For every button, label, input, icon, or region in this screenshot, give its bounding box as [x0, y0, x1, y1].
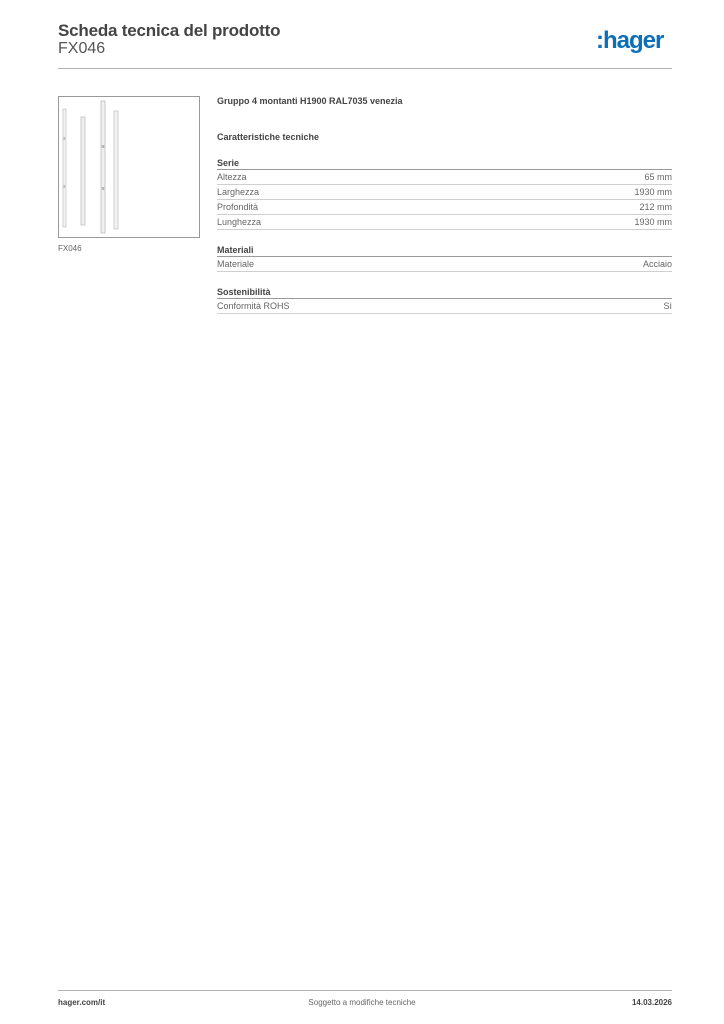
spec-label: Materiale [217, 259, 255, 269]
product-image [58, 96, 200, 238]
footer-website-link[interactable]: hager.com/it [58, 998, 106, 1007]
section-title: Materiali [217, 244, 672, 257]
section-serie [217, 157, 672, 230]
product-illustration [59, 97, 199, 237]
spec-row [217, 185, 672, 200]
header-divider [58, 68, 672, 69]
footer-divider [58, 990, 672, 991]
hager-logo [596, 29, 663, 53]
spec-label: Lunghezza [217, 217, 262, 227]
spec-content [217, 95, 672, 314]
spec-label: Larghezza [217, 187, 260, 197]
product-name: Gruppo 4 montanti H1900 RAL7035 venezia [217, 96, 403, 106]
tech-heading: Caratteristiche tecniche [217, 132, 320, 142]
section-title: Serie [217, 157, 672, 170]
spec-label: Profondità [217, 202, 259, 212]
image-caption: FX046 [58, 244, 82, 253]
footer-notice: Soggetto a modifiche tecniche [308, 998, 416, 1007]
spec-row [217, 170, 672, 185]
section-sostenibilita [217, 286, 672, 314]
spec-row [217, 299, 672, 314]
spec-value: 212 mm [639, 202, 672, 212]
spec-row [217, 257, 672, 272]
spec-label: Conformità ROHS [217, 301, 290, 311]
page-title: Scheda tecnica del prodotto [58, 21, 281, 40]
logo-text: hager [603, 27, 664, 54]
section-materiali [217, 244, 672, 272]
product-code: FX046 [58, 40, 106, 57]
spec-row [217, 200, 672, 215]
spec-value: 1930 mm [634, 217, 672, 227]
logo-dots: : [596, 27, 603, 54]
spec-value: Acciaio [642, 259, 672, 269]
spec-row [217, 215, 672, 230]
spec-value: Sì [663, 301, 672, 311]
spec-label: Altezza [217, 172, 247, 182]
section-title: Sostenibilità [217, 286, 672, 299]
spec-value: 65 mm [644, 172, 672, 182]
spec-value: 1930 mm [634, 187, 672, 197]
footer-date: 14.03.2026 [631, 998, 672, 1007]
